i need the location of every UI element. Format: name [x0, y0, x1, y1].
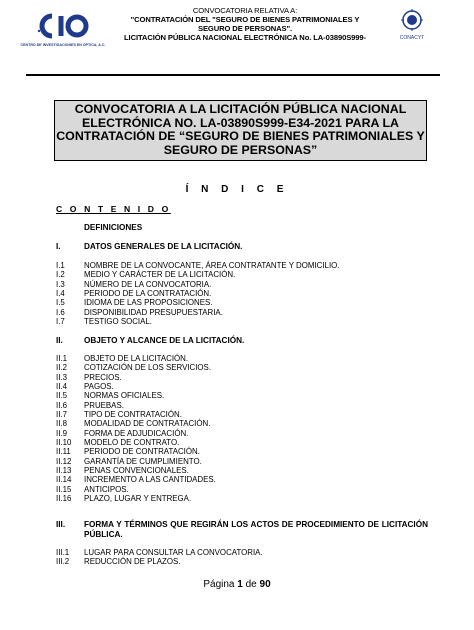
- item-number: I.2: [56, 270, 65, 280]
- item-title: PRUEBAS.: [84, 400, 124, 410]
- title-line-1: CONVOCATORIA A LA LICITACIÓN PÚBLICA NACIONAL: [74, 102, 407, 116]
- header-line-2: "CONTRATACIÓN DEL "SEGURO DE BIENES PATRIMONIALES Y: [130, 15, 360, 24]
- item-number: II.7: [56, 410, 67, 420]
- section-title: FORMA Y TÉRMINOS QUE REGIRÁN LOS ACTOS DE PROCEDIMIENTO DE LICITACIÓN PÚBLICA.: [84, 520, 428, 540]
- item-title: PRECIOS.: [84, 372, 122, 382]
- item-title: GARANTÍA DE CUMPLIMIENTO.: [84, 456, 202, 466]
- header-line-4: LICITACIÓN PÚBLICA NACIONAL ELECTRÓNICA No. LA-03890S999-: [124, 33, 366, 42]
- item-number: I.1: [56, 261, 65, 270]
- cio-logo: [20, 6, 106, 58]
- section-number: I.: [56, 242, 61, 251]
- page-header: [0, 0, 474, 76]
- header-line-1: CONVOCATORIA RELATIVA A:: [192, 6, 298, 15]
- page-footer: [0, 579, 474, 590]
- item-title: TESTIGO SOCIAL.: [84, 317, 152, 327]
- section-title: OBJETO Y ALCANCE DE LA LICITACIÓN.: [84, 336, 245, 345]
- title-line-3: CONTRATACIÓN DE “SEGURO DE BIENES PATRIMONIALES Y: [56, 129, 425, 144]
- item-title: MEDIO Y CARÁCTER DE LA LICITACIÓN.: [84, 270, 236, 280]
- item-number: I.5: [56, 298, 65, 308]
- page-of: de: [245, 579, 257, 590]
- header-text: [95, 6, 395, 42]
- item-title: OBJETO DE LA LICITACIÓN.: [84, 354, 189, 363]
- section-number: II.: [56, 336, 63, 345]
- item-number: II.8: [56, 419, 67, 429]
- definitions-entry: DEFINICIONES: [84, 223, 143, 232]
- item-title: MODELO DE CONTRATO.: [84, 438, 180, 448]
- item-title: NORMAS OFICIALES.: [84, 391, 165, 401]
- item-title: MODALIDAD DE CONTRATACIÓN.: [84, 419, 211, 429]
- item-title: PAGOS.: [84, 382, 114, 392]
- item-title: ANTICIPOS.: [84, 484, 129, 494]
- item-title: IDIOMA DE LAS PROPOSICIONES.: [84, 298, 213, 308]
- item-number: II.9: [56, 428, 67, 438]
- item-title: DISPONIBILIDAD PRESUPUESTARIA.: [84, 307, 223, 317]
- section-heading-iii: [56, 520, 428, 541]
- item-number: II.2: [56, 363, 67, 373]
- item-number: II.12: [56, 456, 72, 466]
- item-number: II.10: [56, 438, 72, 448]
- page-number: 1: [237, 579, 243, 590]
- item-number: III.2: [56, 557, 70, 567]
- page-label: Página: [203, 579, 235, 590]
- item-title: INCREMENTO A LAS CANTIDADES.: [84, 475, 216, 485]
- item-number: II.4: [56, 382, 67, 392]
- item-number: II.14: [56, 475, 72, 485]
- logo-right-label: CONACYT: [399, 35, 425, 41]
- item-title: PERIODO DE LA CONTRATACIÓN.: [84, 289, 212, 299]
- item-title: PENAS CONVENCIONALES.: [84, 466, 189, 476]
- contents-heading: C O N T E N I D O: [56, 204, 171, 214]
- header-line-3: SEGURO DE PERSONAS".: [197, 24, 292, 33]
- item-number: I.7: [56, 317, 65, 327]
- item-number: II.5: [56, 391, 67, 401]
- item-number: II.1: [56, 354, 67, 363]
- item-number: II.13: [56, 466, 72, 476]
- conacyt-logo: [392, 8, 432, 42]
- item-number: I.6: [56, 307, 65, 317]
- item-title: FORMA DE ADJUDICACIÓN.: [84, 428, 189, 438]
- document-title-box: [54, 100, 427, 161]
- item-title: NOMBRE DE LA CONVOCANTE, ÁREA CONTRATANTE Y DOMICILIO.: [84, 261, 340, 270]
- logo-left-label: CENTRO DE INVESTIGACIONES EN ÓPTICA, A.C.: [20, 43, 106, 47]
- item-number: II.6: [56, 400, 67, 410]
- item-number: II.16: [56, 494, 72, 504]
- section-title: DATOS GENERALES DE LA LICITACIÓN.: [84, 242, 243, 251]
- item-number: III.1: [56, 548, 70, 557]
- index-heading: Í N D I C E: [185, 184, 289, 195]
- item-title: PERIODO DE CONTRATACIÓN.: [84, 447, 200, 457]
- item-number: II.15: [56, 484, 72, 494]
- item-title: TIPO DE CONTRATACIÓN.: [84, 410, 182, 420]
- item-title: NÚMERO DE LA CONVOCATORIA.: [84, 279, 212, 289]
- title-line-4: SEGURO DE PERSONAS”: [163, 142, 318, 157]
- title-line-2: ELECTRÓNICA NO. LA-03890S999-E34-2021 PARA LA: [82, 115, 399, 130]
- header-divider: [26, 74, 440, 76]
- item-title: LUGAR PARA CONSULTAR LA CONVOCATORIA.: [84, 548, 263, 557]
- item-number: II.11: [56, 447, 71, 457]
- item-title: REDUCCIÓN DE PLAZOS.: [84, 557, 181, 567]
- section-number: III.: [56, 520, 66, 529]
- item-title: PLAZO, LUGAR Y ENTREGA.: [84, 494, 192, 504]
- item-number: I.4: [56, 289, 65, 299]
- item-title: COTIZACIÓN DE LOS SERVICIOS.: [84, 363, 212, 373]
- item-number: I.3: [56, 279, 65, 289]
- item-number: II.3: [56, 372, 67, 382]
- page-total: 90: [259, 579, 271, 590]
